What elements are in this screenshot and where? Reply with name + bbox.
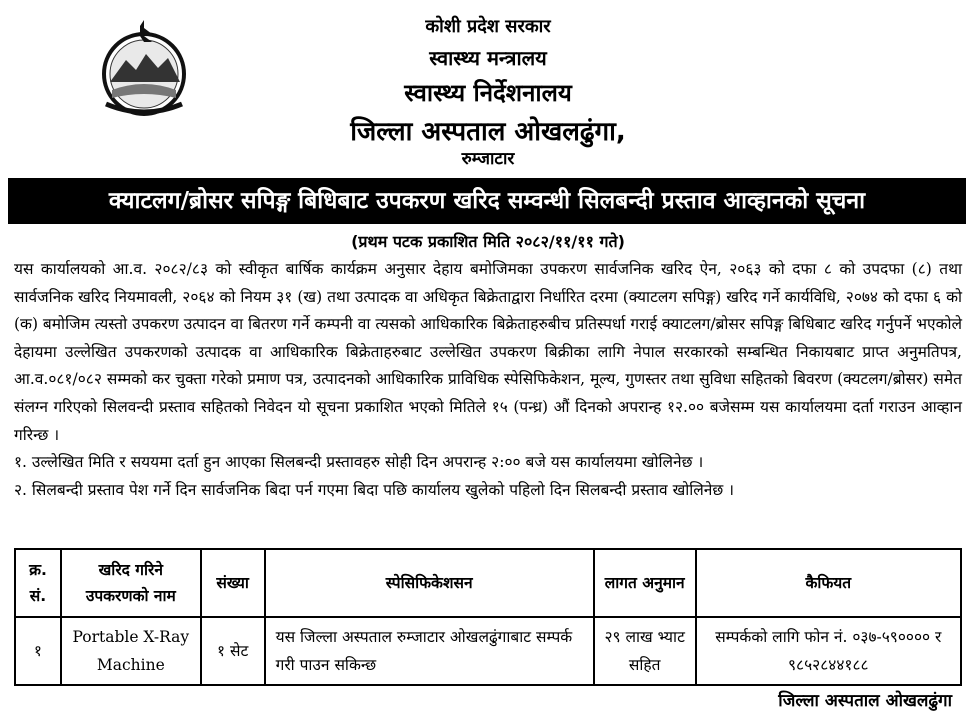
col-header-sn: क्र. सं. [15,549,61,617]
note-1: १. उल्लेखित मिति र सययमा दर्ता हुन आएका सिलबन्दी प्रस्तावहरु सोही दिन अपरान्ह २:०० बजे यस कार्यालयमा खोलिनेछ । [14,453,704,472]
col-header-spec: स्पेसिफिकेशसन [265,549,594,617]
ministry-name: स्वास्थ्य मन्त्रालय [429,46,547,70]
cell-item: Portable X-Ray Machine [61,617,201,685]
note-2: २. सिलबन्दी प्रस्ताव पेश गर्ने दिन सार्वजनिक बिदा पर्न गएमा बिदा पछि कार्यालय खुलेको पहिलो दिन सिलबन्दी प्रस्ताव खोलिनेछ । [14,480,735,499]
directorate-name: स्वास्थ्य निर्देशनालय [404,79,572,107]
col-header-item: खरिद गरिने उपकरणको नाम [61,549,201,617]
cell-sn: १ [15,617,61,685]
notice-paragraph: यस कार्यालयको आ.व. २०८२/८३ को स्वीकृत बार्षिक कार्यक्रम अनुसार देहाय बमोजिमका उपकरण सार्वजनिक खरिद ऐन, २०६३ को दफा ८ को उपदफा (८) तथा सार्वजनिक खरिद नियमावली, २०६४ को नियम ३१ (ख) तथा उत्पादक वा अधिकृत बिक्रेताद्वारा निर्धारित दरमा (क्याटलग सपिङ्ग) खरिद गर्ने कार्यविधि, २०७४ को दफा ६ को (क) बमोजिम त्यस्तो उपकरण उत्पादन वा बितरण गर्ने कम्पनी वा त्यसको आधिकारिक बिक्रेताहरुबीच प्रतिस्पर्धा गराई क्याटलग/ब्रोसर सपिङ्ग बिधिबाट खरिद गर्नुपर्ने भएकोले देहायमा उल्लेखित उपकरणको उत्पादक वा आधिकारिक बिक्रेताहरुबाट उल्लेखित उपकरण बिक्रीका लागि नेपाल सरकारको सम्बन्धित निकायबाट प्राप्त अनुमतिपत्र, आ.व.०८१/०८२ सम्मको कर चुक्ता गरेको प्रमाण पत्र, उत्पादनको आधिकारिक प्राविधिक स्पेसिफिकेशन, मूल्य, गुणस्तर तथा सुविधा सहितको बिवरण (क्यटलग/ब्रोसर) समेत संलग्न गरिएको सिलवन्दी प्रस्ताव सहितको निवेदन यो सूचना प्रकाशित भएको मितिले १५ (पन्ध्र) औं दिनको अपरान्ह १२.०० बजेसम्म यस कार्यालयमा दर्ता गराउन आव्हान गरिन्छ । [14,260,962,444]
equipment-table [14,548,962,686]
table-row [15,617,961,685]
cell-qty: १ सेट [201,617,265,685]
cell-spec: यस जिल्ला अस्पताल रुम्जाटार ओखलढुंगाबाट सम्पर्क गरी पाउन सकिन्छ [265,617,594,685]
cell-remarks: सम्पर्कको लागि फोन नं. ०३७-५९०००० र ९८५२८४४१८८ [696,617,961,685]
signature-block: जिल्ला अस्पताल ओखलढुंगा [778,691,952,711]
hospital-name: जिल्ला अस्पताल ओखलढुंगा, [350,117,626,147]
table-header-row [15,549,961,617]
publication-date: (प्रथम पटक प्रकाशित मिति २०८२/११/११ गते) [351,232,625,251]
letterhead [0,0,976,172]
col-header-cost: लागत अनुमान [594,549,696,617]
col-header-remarks: कैफियत [696,549,961,617]
notice-title: क्याटलग/ब्रोसर सपिङ्ग बिधिबाट उपकरण खरिद सम्वन्धी सिलबन्दी प्रस्ताव आव्हानको सूचना [8,178,966,224]
notice-body [14,256,962,504]
hospital-location: रुम्जाटार [461,149,515,169]
col-header-qty: संख्या [201,549,265,617]
cell-cost: २९ लाख भ्याट सहित [594,617,696,685]
govt-name: कोशी प्रदेश सरकार [425,16,551,37]
